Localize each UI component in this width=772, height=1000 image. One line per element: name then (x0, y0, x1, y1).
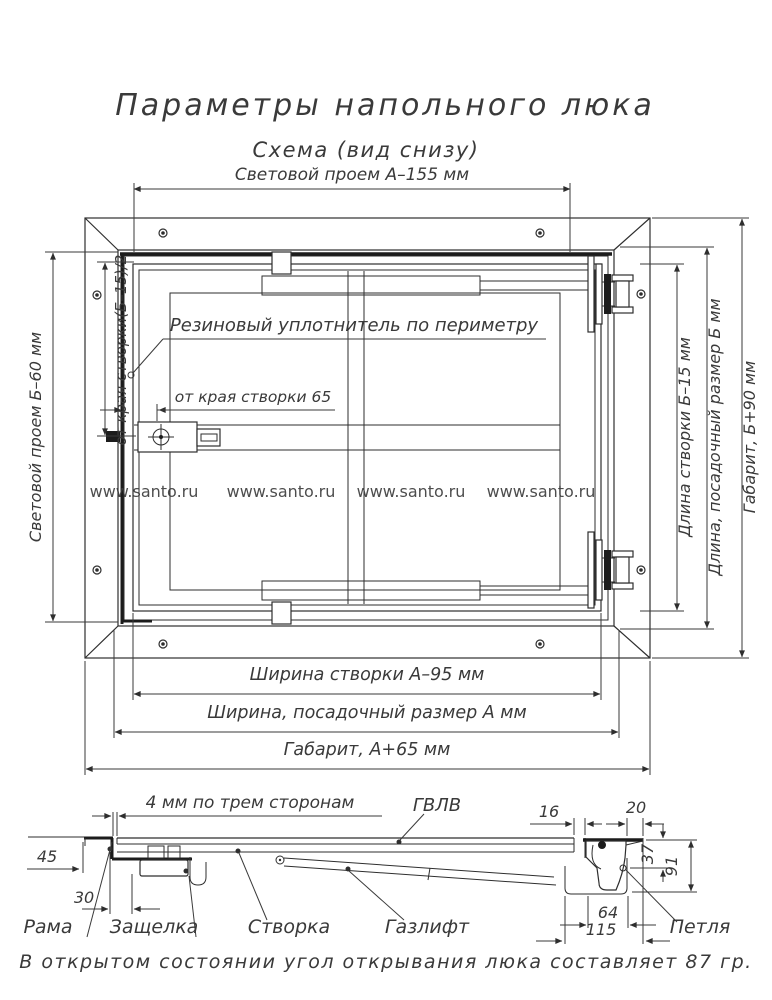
hinge-label: Петля (669, 916, 731, 938)
dim-16-label: 16 (538, 802, 560, 821)
gap-label: 4 мм по трем сторонам (145, 793, 355, 813)
dim-115-label: 115 (585, 920, 617, 939)
dim-bottom-overall-label: Габарит, А+65 мм (283, 740, 451, 760)
dim-37-label: 37 (638, 843, 657, 865)
dim-45 (27, 842, 83, 873)
label-latch (110, 876, 199, 938)
dim-gap-4mm (92, 793, 382, 836)
dim-91-label: 91 (662, 855, 681, 877)
dim-64-label: 64 (597, 903, 619, 922)
watermark-2: www.santo.ru (226, 482, 336, 501)
dim-right-middle-label: Длина, посадочный размер Б мм (705, 298, 724, 576)
seal-label: Резиновый уплотнитель по периметру (169, 315, 539, 336)
watermark-3: www.santo.ru (356, 482, 466, 501)
gas-lift-bottom-plan (262, 581, 594, 624)
dim-left-outer-label: Световой проем Б–60 мм (26, 331, 45, 543)
dim-left-inner-label: от края створки(Б–15)/2 (112, 254, 130, 446)
gvlv-label: ГВЛВ (412, 795, 462, 816)
label-hinge (626, 870, 730, 938)
section-gas-lift (276, 856, 556, 885)
section-view (23, 793, 730, 944)
dim-30-label: 30 (73, 888, 95, 907)
watermark-4: www.santo.ru (486, 482, 596, 501)
dim-light-opening-a (134, 165, 570, 252)
page-title: Параметры напольного люка (115, 88, 655, 123)
section-leaf-panel (117, 838, 574, 854)
callout-rubber-seal (128, 315, 546, 378)
section-hinge (565, 838, 643, 894)
callout-gvlv (397, 795, 462, 845)
dim-45-label: 45 (36, 847, 58, 866)
dim-bottom-leaf-label: Ширина створки А–95 мм (249, 665, 485, 685)
callout-latch-offset (100, 388, 335, 421)
gas-lift-top-plan (262, 252, 594, 295)
dim-light-opening-b (26, 252, 118, 622)
dim-20 (606, 798, 664, 836)
dim-top-label: Световой проем А–155 мм (234, 165, 470, 185)
watermark-1: www.santo.ru (89, 482, 199, 501)
latch-label: Защелка (109, 916, 199, 938)
watermarks (90, 482, 596, 501)
footer-note: В открытом состоянии угол открывания люка составляет 87 гр. (19, 951, 753, 973)
page-subtitle: Схема (вид снизу) (252, 138, 480, 162)
plan-view (26, 165, 759, 775)
dim-20-label: 20 (625, 798, 647, 817)
label-gaslift (349, 871, 470, 938)
leaf-label: Створка (247, 916, 331, 938)
dim-bottom-seat-label: Ширина, посадочный размер А мм (207, 703, 527, 723)
gaslift-label: Газлифт (384, 916, 470, 938)
dim-seat-length (620, 247, 724, 629)
dim-right-inner-label: Длина створки Б–15 мм (675, 337, 694, 537)
dim-leaf-length (640, 264, 694, 611)
dim-right-outer-label: Габарит, Б+90 мм (740, 360, 759, 514)
latch-offset-label: от края створки 65 (174, 388, 332, 406)
dim-leaf-edge-half (97, 255, 136, 446)
dim-16 (530, 802, 602, 835)
frame-label: Рама (23, 916, 73, 938)
